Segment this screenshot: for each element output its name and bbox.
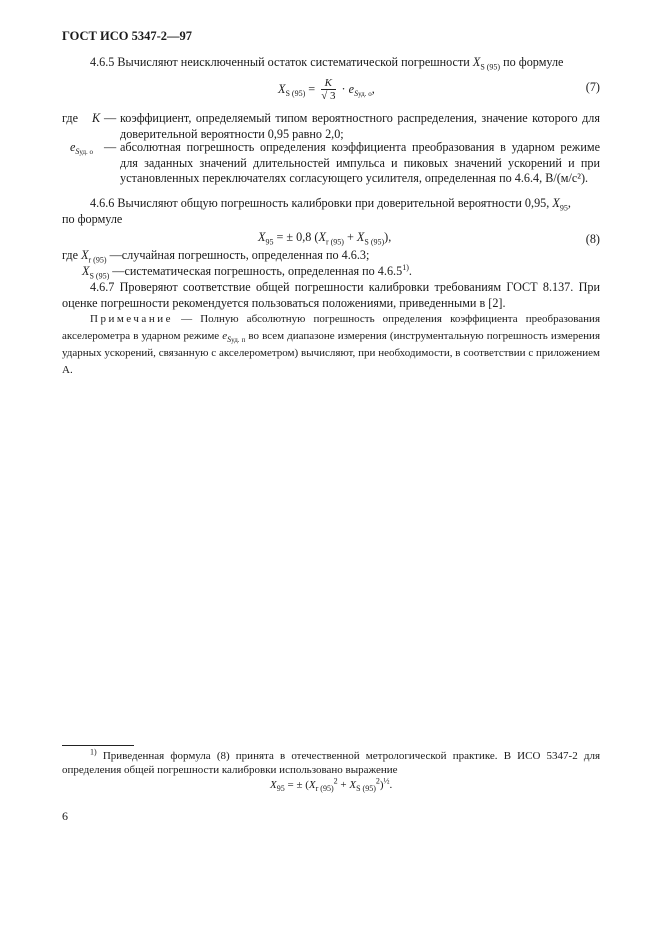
formula-8: $X_{95}$ = ± 0,8 $(X_{r (95)} + X_{S (95)})$,: [258, 230, 392, 247]
paragraph-4-6-5: 4.6.5 Вычисляют неисключенный остаток систематической погрешности $X_{S (95)}$ по формуле: [90, 55, 564, 72]
paragraph-4-6-7: 4.6.7 Проверяют соответствие общей погрешности калибровки требованиям ГОСТ 8.137. При оценке погрешности рекомендуется пользоваться положениями, приведенными в [2].: [62, 280, 600, 310]
formula-7-number: (7): [585, 80, 600, 94]
page-header: ГОСТ ИСО 5347-2—97: [62, 29, 193, 43]
definition-x-r: где $X_{r (95)}$ —случайная погрешность, определенная по 4.6.3;: [62, 248, 370, 265]
formula-8-number: (8): [585, 232, 600, 246]
paragraph-4-6-6: 4.6.6 Вычисляют общую погрешность калибровки при доверительной вероятности 0,95, $X_{95}$, по формуле: [62, 196, 571, 226]
footnote-formula: $X_{95}$ = ± $(X_{r (95)}^2 + X_{S (95)}^2)^{\frac{1}{2}}$.: [270, 776, 393, 794]
formula-7-fraction: $\frac{K}{√ 3}$: [321, 77, 336, 102]
formula-7: $X_{S (95)}$ = $\frac{K}{√ 3}$ · $e_{Sуд. о}$,: [278, 77, 375, 102]
footnote: $^{1)}$ Приведенная формула (8) принята в отечественной метрологической практике. В ИСО 5347-2 для определения общей погрешности калибровки использовано выражение: [62, 747, 601, 776]
definition-k: где K — коэффициент, определяемый типом вероятностного распределения, значение которого для доверительной вероятности 0,95 равно 2,0;: [62, 111, 600, 141]
page-number: 6: [62, 809, 68, 823]
footnote-rule: [62, 745, 134, 746]
definition-x-s: $X_{S (95)}$ —систематическая погрешность, определенная по 4.6.5$^{1)}$.: [82, 262, 412, 281]
definition-e: $e_{Sуд. о}$ — абсолютная погрешность определения коэффициента преобразования в ударном режиме для заданных значений длительностей импульса и пиковых значений ускорений и при установленных переключателях согласующего усилителя, определенная по 4.6.4, В/(м/с²).: [70, 140, 600, 185]
note: Примечание — Полную абсолютную погрешность определения коэффициента преобразования акселерометра в ударном режиме $e_{Sуд. п}$ во всем диапазоне измерения (инструментальную погрешность измерения ударных ускорений, связанную с акселерометром) вычисляют, при необходимости, в соответствии с приложением А.: [62, 313, 601, 376]
